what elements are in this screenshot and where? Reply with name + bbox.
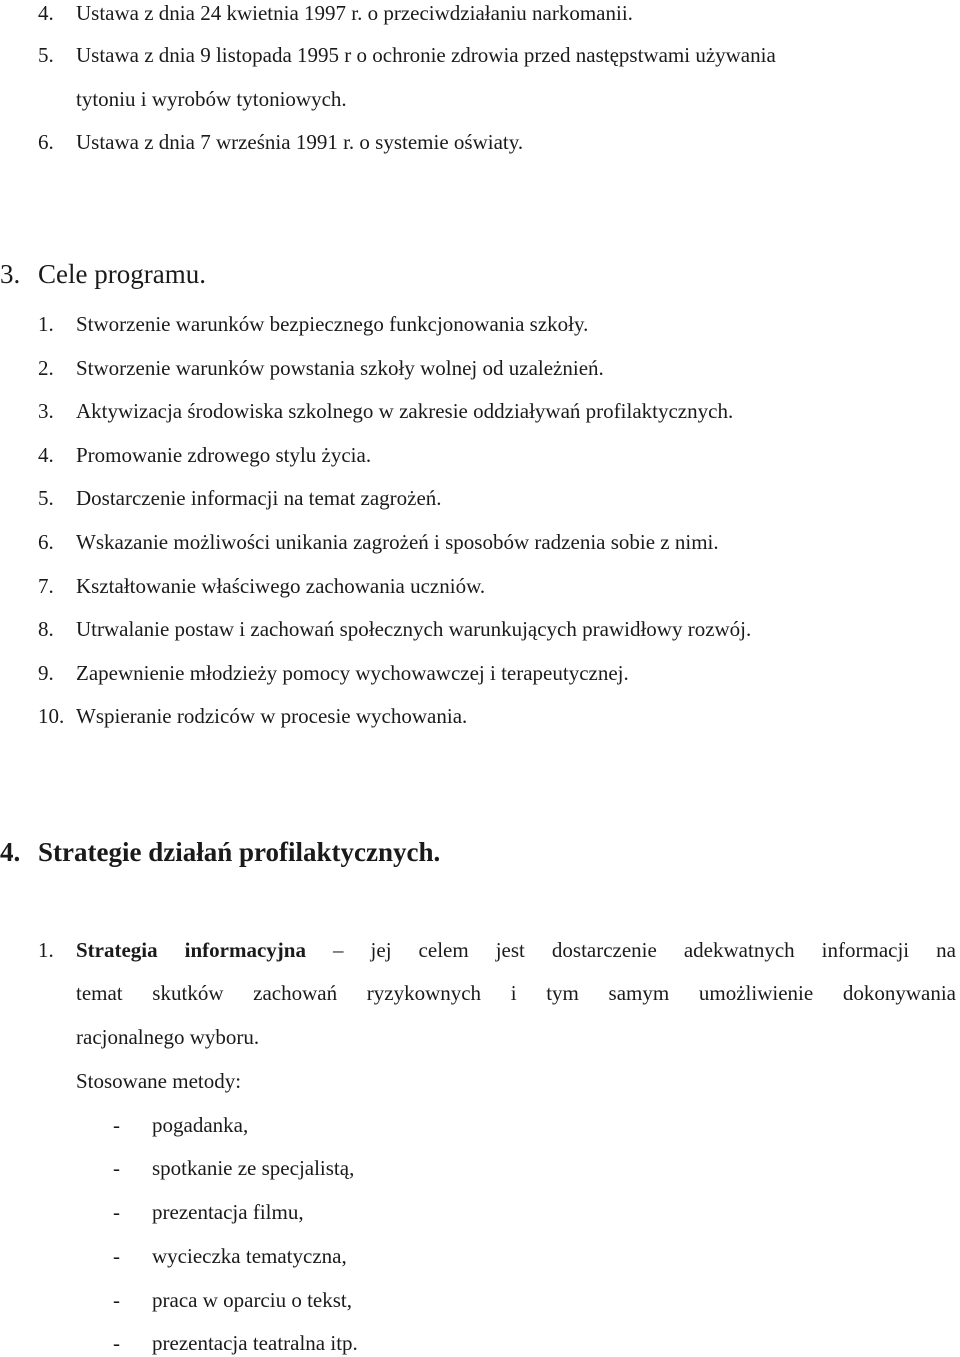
strategy-desc-part: – jej celem jest dostarczenie adekwatnych informacji na (305, 938, 956, 962)
bullet-dash: - (113, 1156, 120, 1180)
method-text: pogadanka, (152, 1113, 249, 1137)
method-text: praca w oparciu o tekst, (152, 1288, 353, 1312)
goal-text: Stworzenie warunków bezpiecznego funkcjonowania szkoły. (76, 312, 589, 336)
goal-text: Wspieranie rodziców w procesie wychowania. (76, 704, 468, 728)
goal-number: 3. (38, 399, 54, 423)
goal-number: 9. (38, 661, 54, 685)
goal-text: Zapewnienie młodzieży pomocy wychowawczej i terapeutycznej. (76, 661, 629, 685)
methods-label (76, 1068, 241, 1094)
strategy-name: Strategia informacyjna (76, 938, 306, 962)
bullet-dash: - (113, 1331, 120, 1355)
law-item-number: 4. (38, 1, 54, 25)
goal-number: 6. (38, 530, 54, 554)
section-title: Strategie działań profilaktycznych. (38, 837, 441, 867)
bullet-dash: - (113, 1244, 120, 1268)
strategy-desc-part: temat skutków zachowań ryzykownych i tym samym umożliwienie dokonywania (76, 981, 956, 1005)
section-number: 3. (0, 259, 21, 289)
method-text: prezentacja filmu, (152, 1200, 304, 1224)
goal-number: 10. (38, 704, 65, 728)
method-text: wycieczka tematyczna, (152, 1244, 347, 1268)
law-item-text: tytoniu i wyrobów tytoniowych. (76, 87, 347, 111)
bullet-dash: - (113, 1288, 120, 1312)
goal-number: 1. (38, 312, 54, 336)
goal-text: Kształtowanie właściwego zachowania uczniów. (76, 574, 486, 598)
law-item-number: 5. (38, 43, 54, 67)
section-number: 4. (0, 837, 21, 867)
goal-number: 8. (38, 617, 54, 641)
strategy-description-line (76, 980, 956, 1006)
law-item-text: Ustawa z dnia 7 września 1991 r. o systemie oświaty. (76, 130, 524, 154)
strategy-desc-part: racjonalnego wyboru. (76, 1025, 260, 1049)
method-text: prezentacja teatralna itp. (152, 1331, 358, 1355)
law-item-text: Ustawa z dnia 24 kwietnia 1997 r. o przeciwdziałaniu narkomanii. (76, 1, 633, 25)
law-item-number: 6. (38, 130, 54, 154)
strategy-description-line (76, 1024, 259, 1050)
law-item-text: Ustawa z dnia 9 listopada 1995 r o ochronie zdrowia przed następstwami używania (76, 43, 776, 67)
goal-text: Dostarczenie informacji na temat zagrożeń. (76, 486, 442, 510)
goal-text: Promowanie zdrowego stylu życia. (76, 443, 372, 467)
strategy-number: 1. (38, 938, 54, 962)
section-title: Cele programu. (38, 259, 206, 289)
goal-number: 7. (38, 574, 54, 598)
goal-text: Aktywizacja środowiska szkolnego w zakresie oddziaływań profilaktycznych. (76, 399, 734, 423)
bullet-dash: - (113, 1113, 120, 1137)
goal-text: Stworzenie warunków powstania szkoły wolnej od uzależnień. (76, 356, 604, 380)
strategy-description-line (76, 937, 956, 963)
methods-label-text: Stosowane metody: (76, 1069, 242, 1093)
bullet-dash: - (113, 1200, 120, 1224)
goal-text: Utrwalanie postaw i zachowań społecznych warunkujących prawidłowy rozwój. (76, 617, 752, 641)
goal-text: Wskazanie możliwości unikania zagrożeń i sposobów radzenia sobie z nimi. (76, 530, 719, 554)
goal-number: 4. (38, 443, 54, 467)
goal-number: 5. (38, 486, 54, 510)
method-text: spotkanie ze specjalistą, (152, 1156, 355, 1180)
goal-number: 2. (38, 356, 54, 380)
